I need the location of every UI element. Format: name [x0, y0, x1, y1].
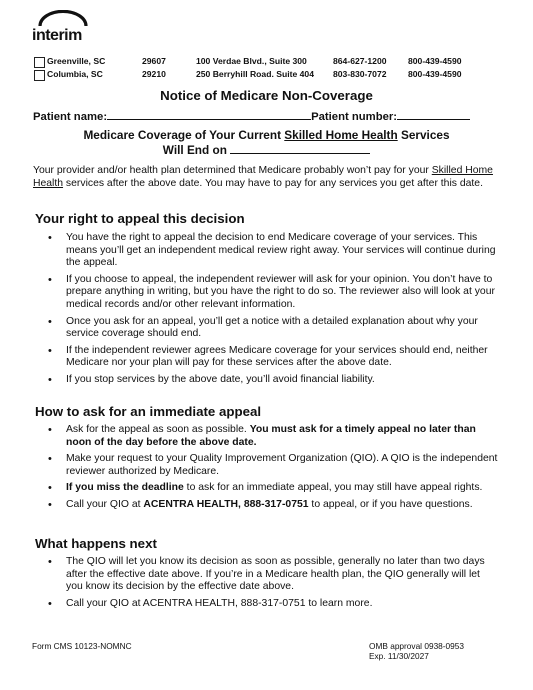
- office-tollfree: 800-439-4590: [408, 69, 462, 79]
- intro-paragraph: [33, 165, 498, 190]
- list-item: [48, 424, 498, 449]
- list-item: [48, 499, 498, 512]
- list-item-text: to ask for an immediate appeal, you may still have appeal rights.: [183, 482, 483, 494]
- office-row-columbia: [34, 69, 504, 82]
- office-address: 250 Berryhill Road. Suite 404: [196, 69, 314, 79]
- coverage-pre: Medicare Coverage of Your Current: [83, 128, 285, 142]
- form-number: Form CMS 10123-NOMNC: [32, 641, 132, 651]
- office-address: 100 Verdae Blvd., Suite 300: [196, 56, 307, 66]
- list-item: • If you choose to appeal, the independent reviewer will ask for your opinion. You don’t have to prepare anything in writing, but you have the right to do so. The reviewer also will look at your medical records and/or other relevant information.: [48, 274, 498, 312]
- omb-info: [369, 641, 464, 661]
- interim-logo: [32, 10, 92, 50]
- intro-text: services after the above date. You may have to pay for any services you get after this date.: [63, 177, 483, 189]
- coverage-end-date-field[interactable]: [230, 142, 370, 154]
- patient-info-line: [33, 108, 470, 123]
- how-to-appeal-list: [48, 424, 498, 516]
- patient-number-label: Patient number:: [311, 111, 398, 123]
- office-row-greenville: [34, 56, 504, 69]
- intro-text: Your provider and/or health plan determined that Medicare probably won’t pay for your: [33, 165, 432, 176]
- list-item: • Once you ask for an appeal, you’ll get a notice with a detailed explanation about why your service coverage should end.: [48, 316, 498, 341]
- section-heading-appeal-right: Your right to appeal this decision: [35, 211, 245, 226]
- what-next-list: [48, 556, 498, 614]
- list-item-text: Call your QIO at: [66, 498, 144, 510]
- patient-number-field[interactable]: [397, 108, 470, 120]
- coverage-service-type: Skilled Home Health: [284, 128, 398, 142]
- patient-name-label: Patient name:: [33, 111, 108, 123]
- list-item-emphasis: You must ask for a timely appeal no later than noon of the day before the above date.: [66, 424, 476, 448]
- office-list: [34, 56, 504, 82]
- office-zip: 29607: [142, 56, 166, 66]
- list-item: • If the independent reviewer agrees Medicare coverage for your services should end, neither Medicare nor your plan will pay for these services after the above date.: [48, 345, 498, 370]
- page-title: Notice of Medicare Non-Coverage: [160, 88, 373, 103]
- omb-approval: OMB approval 0938-0953: [369, 641, 465, 651]
- list-item: • If you stop services by the above date, you’ll avoid financial liability.: [48, 374, 498, 387]
- office-checkbox-columbia[interactable]: [34, 70, 45, 81]
- section-heading-how-to-appeal: How to ask for an immediate appeal: [35, 404, 262, 419]
- list-item-emphasis: If you miss the deadline: [66, 482, 184, 494]
- coverage-heading: [0, 128, 533, 157]
- office-checkbox-greenville[interactable]: [34, 57, 45, 68]
- office-zip: 29210: [142, 69, 166, 79]
- list-item: • Call your QIO at ACENTRA HEALTH, 888-317-0751 to learn more.: [48, 598, 498, 611]
- patient-name-field[interactable]: [107, 108, 311, 120]
- expiration-date: Exp. 11/30/2027: [369, 651, 429, 661]
- office-phone: 864-627-1200: [333, 56, 387, 66]
- list-item-text: Ask for the appeal as soon as possible.: [66, 424, 250, 435]
- list-item: • You have the right to appeal the decision to end Medicare coverage of your services. This means you’ll get an independent medical review right away. Your services will continue during the appeal.: [48, 232, 498, 270]
- list-item: • Make your request to your Quality Improvement Organization (QIO). A QIO is the independent reviewer authorized by Medicare.: [48, 453, 498, 478]
- list-item-text: to appeal, or if you have questions.: [308, 498, 473, 510]
- qio-contact: ACENTRA HEALTH, 888-317-0751: [143, 498, 309, 510]
- coverage-post: Services: [397, 128, 450, 142]
- office-city: Columbia, SC: [47, 69, 103, 79]
- intro-service-type: Skilled Home Health: [33, 165, 493, 189]
- office-phone: 803-830-7072: [333, 69, 387, 79]
- logo-text: interim: [32, 27, 82, 44]
- list-item: [48, 482, 498, 495]
- logo-arc-icon: [34, 10, 92, 28]
- office-tollfree: 800-439-4590: [408, 56, 462, 66]
- appeal-right-list: [48, 232, 498, 391]
- section-heading-what-next: What happens next: [35, 536, 157, 551]
- office-city: Greenville, SC: [47, 56, 106, 66]
- list-item: • The QIO will let you know its decision as soon as possible, generally no later than two days after the effective date above. If you’re in a Medicare health plan, the QIO generally will let you know its decision by the effective date above.: [48, 556, 498, 594]
- coverage-end-label: Will End on: [162, 143, 227, 157]
